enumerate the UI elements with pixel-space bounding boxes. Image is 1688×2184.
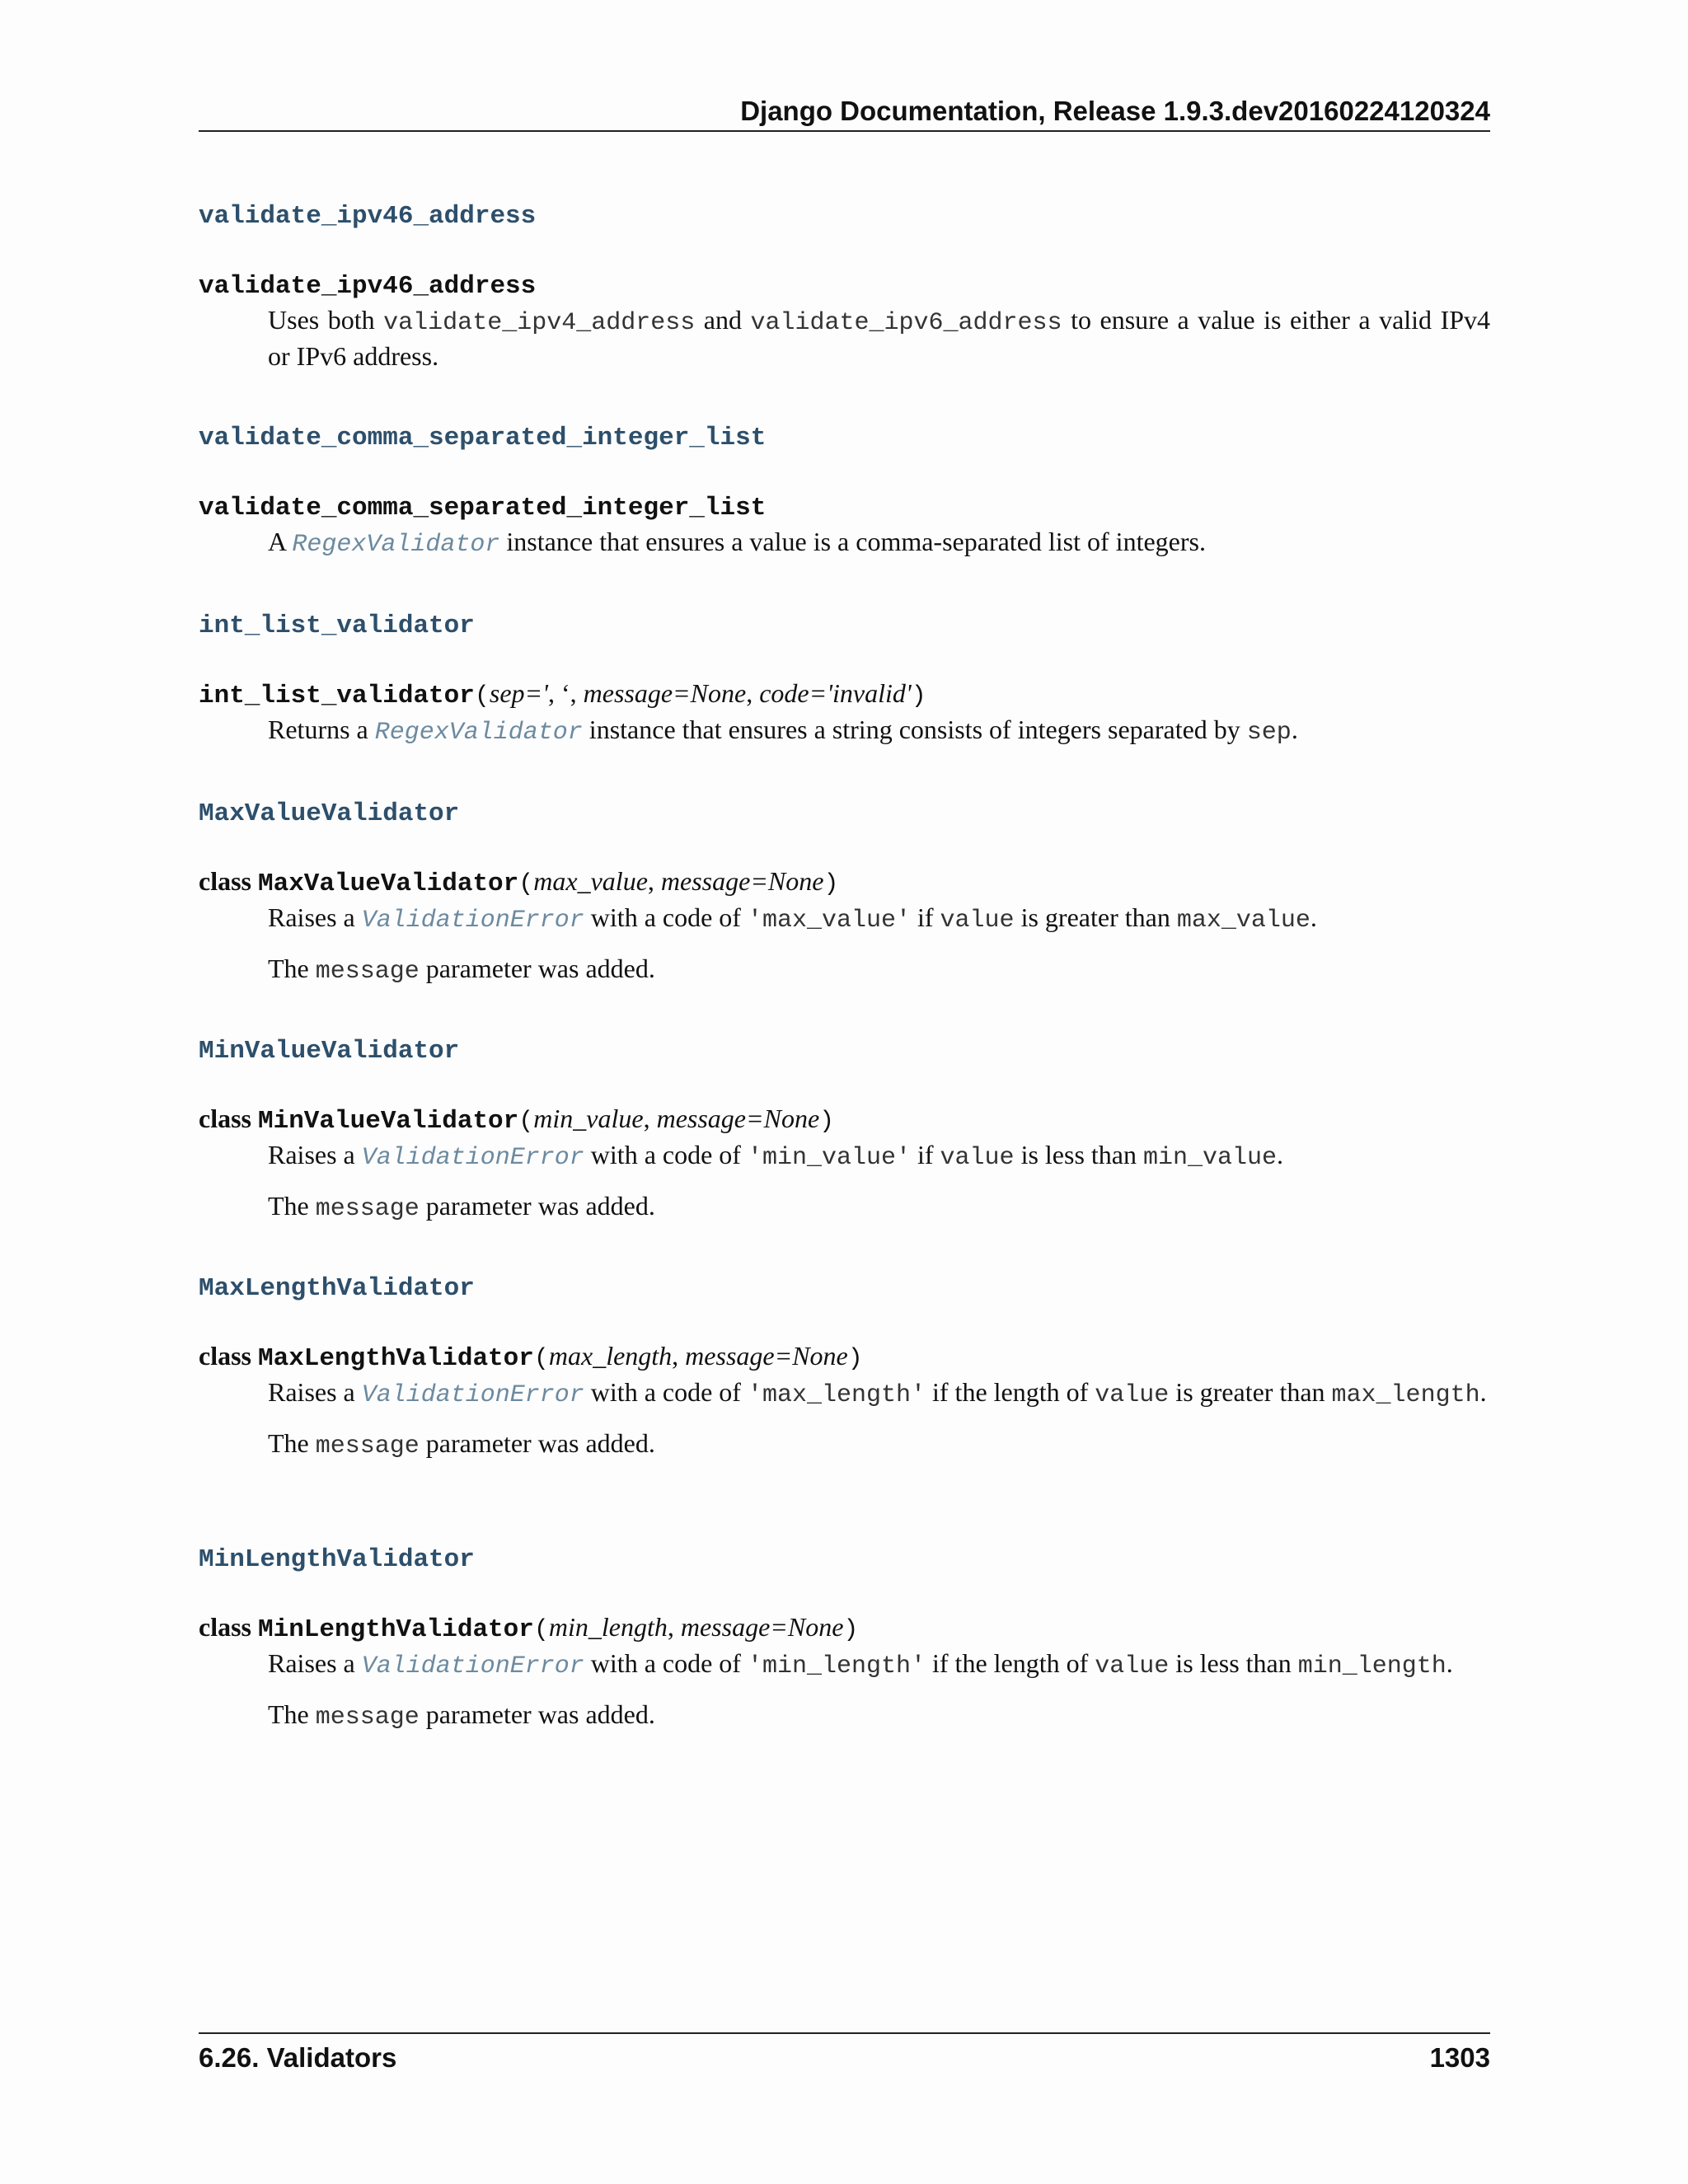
code-literal: message — [315, 958, 420, 986]
page-footer — [199, 2032, 1490, 2074]
class-keyword: class — [199, 1612, 251, 1642]
text: if — [917, 1140, 934, 1169]
text: instance that ensures a value is a comma-separated list of integers. — [506, 527, 1206, 556]
text: . — [1277, 1140, 1284, 1169]
text: . — [1291, 715, 1298, 744]
code-literal: max_value — [1176, 907, 1311, 935]
text: . — [1310, 902, 1317, 932]
description — [268, 525, 1490, 561]
text: is less than — [1175, 1648, 1292, 1678]
text: parameter was added. — [425, 1428, 655, 1458]
function-name: int_list_validator — [199, 682, 475, 710]
code-literal: value — [1095, 1652, 1170, 1680]
text: The — [268, 1191, 309, 1221]
class-keyword: class — [199, 1104, 251, 1133]
code-literal: value — [1095, 1381, 1170, 1409]
text: A — [268, 527, 286, 556]
class-name: MaxLengthValidator — [258, 1344, 534, 1373]
param-separator: , — [647, 866, 661, 896]
text: . — [1479, 1377, 1487, 1407]
text: The — [268, 954, 309, 983]
param-min-length: min_length — [548, 1612, 668, 1642]
text: with a code of — [590, 1140, 741, 1169]
function-signature — [199, 267, 1490, 303]
validationerror-link[interactable]: ValidationError — [361, 1652, 584, 1680]
param-min-value: min_value — [533, 1104, 644, 1133]
text: and — [703, 305, 742, 335]
class-name: MaxValueValidator — [258, 869, 519, 898]
page-number: 1303 — [1429, 2042, 1490, 2073]
class-signature — [199, 1610, 1490, 1647]
class-signature — [199, 865, 1490, 901]
section-min-length-validator — [199, 1544, 1490, 1734]
paren-close: ) — [819, 1108, 835, 1136]
text: if the length of — [932, 1377, 1089, 1407]
version-note — [268, 1189, 1490, 1226]
paren-open: ( — [518, 870, 534, 898]
paren-close: ) — [847, 1345, 863, 1373]
version-note — [268, 952, 1490, 988]
code-literal: max_length — [1331, 1381, 1480, 1409]
validationerror-link[interactable]: ValidationError — [361, 1381, 584, 1409]
text: Raises a — [268, 902, 355, 932]
section-heading[interactable]: validate_ipv46_address — [199, 202, 537, 231]
text: is greater than — [1175, 1377, 1325, 1407]
section-heading[interactable]: validate_comma_separated_integer_list — [199, 424, 767, 452]
text: Raises a — [268, 1377, 355, 1407]
param-separator: , — [672, 1341, 686, 1371]
paren-open: ( — [518, 1108, 534, 1136]
code-literal: sep — [1246, 719, 1292, 747]
text: to ensure a value is either a valid IPv4 or IPv6 address. — [268, 305, 1491, 371]
param-message: message=None — [680, 1612, 844, 1642]
section-heading[interactable]: MaxLengthValidator — [199, 1274, 475, 1303]
text: The — [268, 1428, 309, 1458]
version-note — [268, 1427, 1490, 1463]
text: Raises a — [268, 1648, 355, 1678]
description — [268, 901, 1490, 937]
description — [268, 1138, 1490, 1174]
class-signature — [199, 1339, 1490, 1376]
section-max-value-validator — [199, 798, 1490, 988]
text: parameter was added. — [425, 1191, 655, 1221]
param-message: message=None — [656, 1104, 820, 1133]
text: is less than — [1020, 1140, 1137, 1169]
regexvalidator-link[interactable]: RegexValidator — [374, 719, 583, 747]
code-literal: message — [315, 1704, 420, 1732]
class-name: MinValueValidator — [258, 1107, 519, 1136]
description — [268, 303, 1490, 373]
param-message: message=None — [685, 1341, 848, 1371]
paren-close: ) — [911, 682, 926, 710]
param-separator: , — [746, 678, 760, 708]
function-name: validate_comma_separated_integer_list — [199, 494, 767, 523]
code-literal: 'max_value' — [747, 907, 911, 935]
code-literal: value — [940, 907, 1015, 935]
regexvalidator-link[interactable]: RegexValidator — [292, 531, 500, 559]
param-code: code='invalid' — [759, 678, 912, 708]
validationerror-link[interactable]: ValidationError — [361, 1144, 584, 1172]
text: parameter was added. — [425, 954, 655, 983]
param-message: message=None — [660, 866, 824, 896]
paren-open: ( — [533, 1616, 549, 1644]
description — [268, 1647, 1490, 1683]
param-sep: sep=' — [489, 678, 548, 708]
function-signature — [199, 677, 1490, 713]
document-page — [199, 0, 1490, 2184]
section-heading[interactable]: MaxValueValidator — [199, 799, 460, 828]
function-name: validate_ipv46_address — [199, 272, 537, 301]
text: parameter was added. — [425, 1699, 655, 1729]
param-message: message=None — [583, 678, 747, 708]
code-literal: validate_ipv4_address — [383, 309, 696, 337]
section-heading[interactable]: int_list_validator — [199, 612, 475, 640]
section-max-length-validator — [199, 1272, 1490, 1463]
text: is greater than — [1020, 902, 1170, 932]
page-header: Django Documentation, Release 1.9.3.dev20160224120324 — [199, 92, 1490, 132]
param-separator: , — [667, 1612, 681, 1642]
code-literal: 'min_length' — [747, 1652, 926, 1680]
class-keyword: class — [199, 866, 251, 896]
paren-open: ( — [474, 682, 490, 710]
param-separator: , — [570, 678, 584, 708]
text: if — [917, 902, 934, 932]
code-literal: 'min_value' — [747, 1144, 911, 1172]
text: . — [1446, 1648, 1453, 1678]
code-literal: min_value — [1143, 1144, 1278, 1172]
code-literal: message — [315, 1195, 420, 1223]
paren-close: ) — [843, 1616, 859, 1644]
code-literal: message — [315, 1432, 420, 1460]
text: if the length of — [932, 1648, 1089, 1678]
class-keyword: class — [199, 1341, 251, 1371]
param-max-value: max_value — [533, 866, 648, 896]
version-note — [268, 1698, 1490, 1734]
code-literal: min_length — [1297, 1652, 1447, 1680]
text: The — [268, 1699, 309, 1729]
text: with a code of — [590, 1648, 741, 1678]
footer-section-title: 6.26. Validators — [199, 2042, 397, 2073]
text: Uses both — [268, 305, 375, 335]
section-validate-ipv46-address — [199, 200, 1490, 373]
text: with a code of — [590, 902, 741, 932]
class-signature — [199, 1102, 1490, 1138]
section-min-value-validator — [199, 1035, 1490, 1226]
section-heading[interactable]: MinValueValidator — [199, 1037, 460, 1066]
function-signature — [199, 489, 1490, 525]
description — [268, 713, 1490, 749]
section-int-list-validator — [199, 610, 1490, 749]
text: Returns a — [268, 715, 368, 744]
text: with a code of — [590, 1377, 741, 1407]
code-literal: value — [940, 1144, 1015, 1172]
code-literal: 'max_length' — [747, 1381, 926, 1409]
param-separator: , — [643, 1104, 657, 1133]
text: instance that ensures a string consists of integers separated by — [588, 715, 1240, 744]
validationerror-link[interactable]: ValidationError — [361, 907, 584, 935]
param-max-length: max_length — [548, 1341, 673, 1371]
param-text: , ‘ — [547, 678, 570, 708]
section-heading[interactable]: MinLengthValidator — [199, 1545, 475, 1574]
section-validate-comma-separated-integer-list — [199, 422, 1490, 561]
text: Raises a — [268, 1140, 355, 1169]
paren-open: ( — [533, 1345, 549, 1373]
class-name: MinLengthValidator — [258, 1615, 534, 1644]
description — [268, 1376, 1490, 1412]
code-literal: validate_ipv6_address — [750, 309, 1062, 337]
paren-close: ) — [823, 870, 839, 898]
